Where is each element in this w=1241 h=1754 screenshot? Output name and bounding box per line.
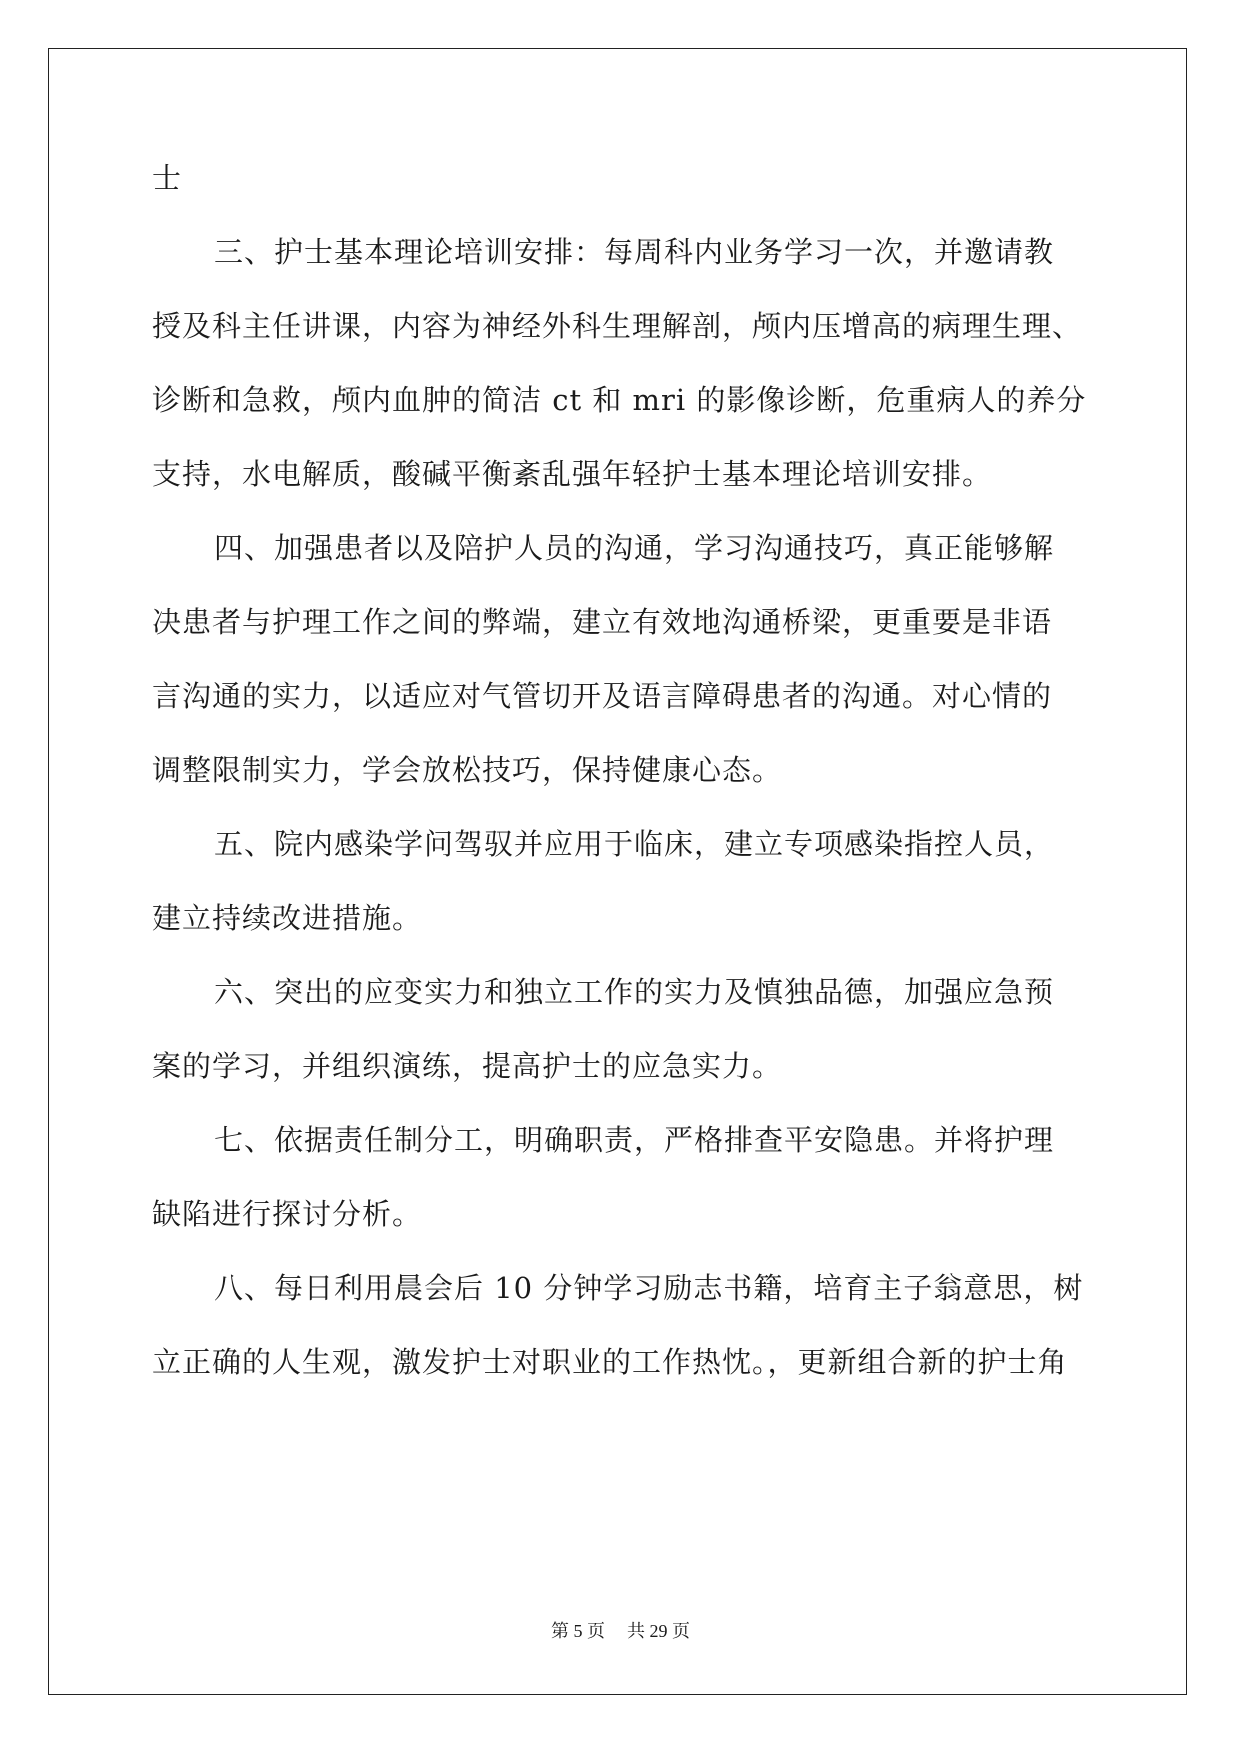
- text-line: 六、突出的应变实力和独立工作的实力及慎独品德，加强应急预: [214, 975, 1055, 1009]
- text-line: 建立持续改进措施。: [152, 901, 423, 935]
- text-line: 案的学习，并组织演练，提高护士的应急实力。: [152, 1049, 783, 1083]
- text-line: 诊断和急救，颅内血肿的简洁 ct 和 mri 的影像诊断，危重病人的养分: [152, 383, 1087, 417]
- text-line: 调整限制实力，学会放松技巧，保持健康心态。: [152, 753, 783, 787]
- page-total: 共 29 页: [627, 1621, 690, 1641]
- text-line: 三、护士基本理论培训安排：每周科内业务学习一次，并邀请教: [214, 235, 1055, 269]
- text-line: 士: [152, 161, 183, 195]
- text-line: 言沟通的实力，以适应对气管切开及语言障碍患者的沟通。对心情的: [152, 679, 1053, 713]
- text-line: 八、每日利用晨会后 10 分钟学习励志书籍，培育主子翁意思，树: [214, 1271, 1084, 1305]
- text-line: 四、加强患者以及陪护人员的沟通，学习沟通技巧，真正能够解: [214, 531, 1055, 565]
- text-line: 立正确的人生观，激发护士对职业的工作热忱。，更新组合新的护士角: [152, 1345, 1068, 1379]
- text-line: 五、院内感染学问驾驭并应用于临床，建立专项感染指控人员，: [214, 827, 1055, 861]
- page-footer: [0, 1617, 1241, 1643]
- text-line: 七、依据责任制分工，明确职责，严格排查平安隐患。并将护理: [214, 1123, 1055, 1157]
- text-line: 授及科主任讲课，内容为神经外科生理解剖，颅内压增高的病理生理、: [152, 309, 1083, 343]
- document-body: [152, 160, 1087, 1418]
- page-number: 第 5 页: [551, 1621, 605, 1641]
- text-line: 缺陷进行探讨分析。: [152, 1197, 423, 1231]
- text-line: 支持，水电解质，酸碱平衡紊乱强年轻护士基本理论培训安排。: [152, 457, 993, 491]
- text-line: 决患者与护理工作之间的弊端，建立有效地沟通桥梁，更重要是非语: [152, 605, 1053, 639]
